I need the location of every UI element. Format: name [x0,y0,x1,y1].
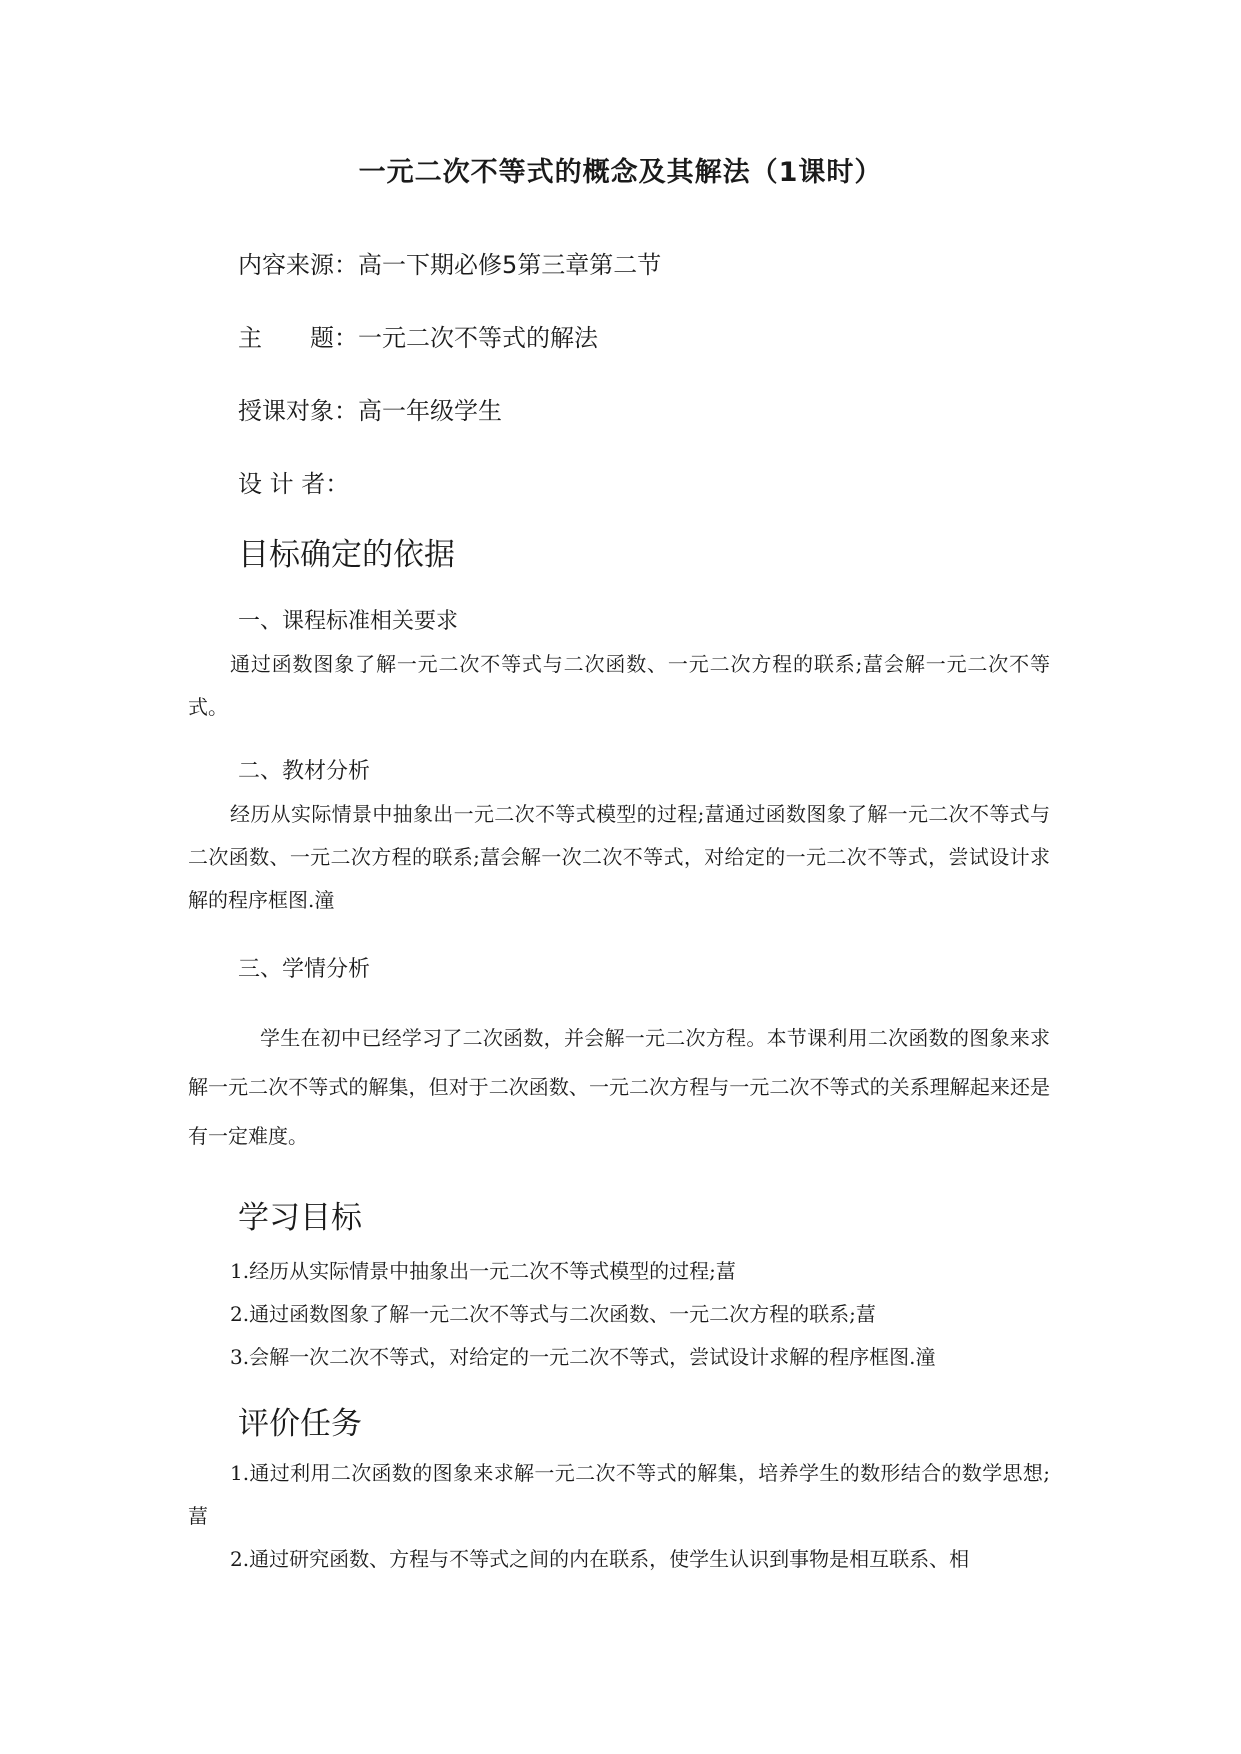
goal-item: 1.经历从实际情景中抽象出一元二次不等式模型的过程;葍 [230,1259,736,1283]
meta-source-label: 内容来源： [238,251,358,279]
meta-audience [238,391,502,426]
subsection-heading-textbook: 二、教材分析 [238,759,371,784]
meta-source [238,245,661,280]
paragraph-students: 学生在初中已经学习了二次函数，并会解一元二次方程。本节课利用二次函数的图象来求解一元二次不等式的解集，但对于二次函数、一元二次方程与一元二次不等式的关系理解起来还是有一定难度。 [188,1026,1050,1148]
meta-topic-value: 一元二次不等式的解法 [358,324,598,352]
paragraph-textbook: 经历从实际情景中抽象出一元二次不等式模型的过程;葍通过函数图象了解一元二次不等式与二次函数、一元二次方程的联系;葍会解一次二次不等式，对给定的一元二次不等式，尝试设计求解的程序框图.潼 [188,802,1050,912]
evaluation-item: 2.通过研究函数、方程与不等式之间的内在联系，使学生认识到事物是相互联系、相 [230,1547,970,1571]
evaluation-item: 1.通过利用二次函数的图象来求解一元二次不等式的解集，培养学生的数形结合的数学思想;葍 [188,1461,1050,1528]
meta-audience-label: 授课对象： [238,397,358,425]
meta-source-value: 高一下期必修5第三章第二节 [358,251,662,279]
meta-designer-label: 设 计 者： [238,470,350,498]
meta-topic [238,318,598,353]
subsection-heading-students: 三、学情分析 [238,957,371,982]
meta-topic-label: 主 题： [238,324,358,352]
document-title: 一元二次不等式的概念及其解法（1课时） [358,157,883,188]
goal-item: 3.会解一次二次不等式，对给定的一元二次不等式，尝试设计求解的程序框图.潼 [230,1345,936,1369]
subsection-heading-curriculum: 一、课程标准相关要求 [238,609,459,634]
meta-audience-value: 高一年级学生 [358,397,502,425]
goal-item: 2.通过函数图象了解一元二次不等式与二次函数、一元二次方程的联系;葍 [230,1302,876,1326]
section-heading-evaluation: 评价任务 [238,1406,362,1442]
section-heading-goals: 学习目标 [238,1200,362,1236]
section-heading-basis: 目标确定的依据 [238,537,455,573]
paragraph-curriculum: 通过函数图象了解一元二次不等式与二次函数、一元二次方程的联系;葍会解一元二次不等式。 [188,652,1050,719]
meta-designer [238,464,349,499]
